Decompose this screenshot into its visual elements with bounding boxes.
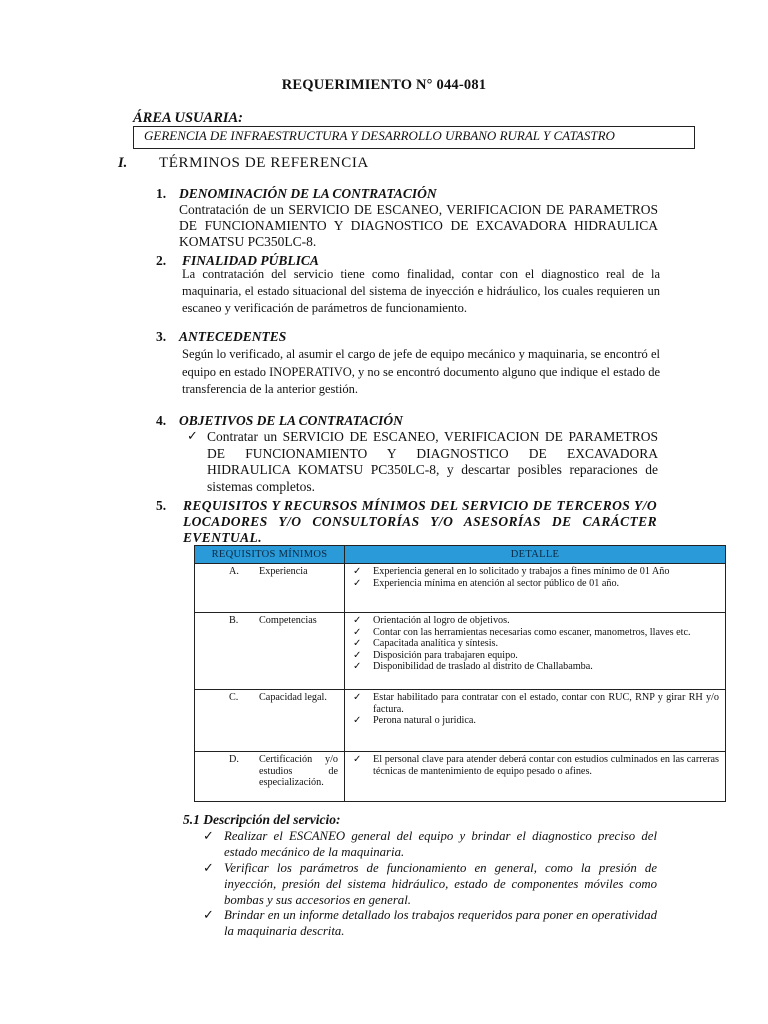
detail-cell [345,690,726,752]
list-item: ✓ Orientación al logro de objetivos. [353,615,510,626]
item-1-title: DENOMINACIÓN DE LA CONTRATACIÓN [179,186,437,201]
check-icon: ✓ [353,692,362,703]
item-4-text: Contratar un SERVICIO DE ESCANEO, VERIFICACION DE PARAMETROS DE FUNCIONAMIENTO Y DIAGNOSTICO DE EXCAVADORA HIDRAULICA KOMATSU PC350LC-8, y descartar posibles reparaciones de sistemas completos. [207,429,658,494]
check-icon: ✓ [353,649,362,661]
item-4-title: OBJETIVOS DE LA CONTRATACIÓN [179,413,403,428]
requirement-letter: C. [229,692,239,703]
requirement-label: Experiencia [259,566,308,577]
item-1-text: Contratación de un SERVICIO DE ESCANEO, VERIFICACION DE PARAMETROS DE FUNCIONAMIENTO Y DIAGNOSTICO DE EXCAVADORA HIDRAULICA KOMATSU PC350LC-8. [179,202,658,249]
check-icon: ✓ [353,615,362,626]
requirement-cell [195,613,345,690]
list-item: ✓ Experiencia general en lo solicitado y trabajos a fines mínimo de 01 Año [353,566,670,577]
item-2-text: La contratación del servicio tiene como finalidad, contar con el diagnostico real de la maquinaria, el estado situacional del sistema de inyección e hidráulico, los cuales requieren un escaneo y verificación de parámetros de funcionamiento. [182,267,660,315]
list-item: ✓ Estar habilitado para contratar con el estado, contar con RUC, RNP y girar RH y/o factura. [353,692,719,715]
item-2-number: 2. [156,253,167,268]
requirement-letter: A. [229,566,239,577]
check-icon: ✓ [353,715,362,726]
check-icon: ✓ [203,829,214,843]
detail-cell [345,564,726,613]
table-row [195,613,726,690]
check-icon: ✓ [353,577,362,589]
area-usuaria-label: ÁREA USUARIA: [133,110,244,126]
area-usuaria-box: GERENCIA DE INFRAESTRUCTURA Y DESARROLLO URBANO RURAL Y CATASTRO [133,126,695,149]
requirement-cell [195,690,345,752]
requirements-table [194,545,726,802]
item-3-number: 3. [156,329,167,344]
item-3-text: Según lo verificado, al asumir el cargo de jefe de equipo mecánico y maquinaria, se encontró el equipo en estado INOPERATIVO, y no se encontró documento alguno que indique el estado de transferencia de la anterior gestión. [182,347,661,396]
requirement-label: Certificación y/o estudios de especialización. [259,754,338,788]
list-item: ✓ Capacitada analítica y síntesis. [353,638,499,649]
table-row [195,752,726,802]
item-4-number: 4. [156,413,167,428]
check-icon: ✓ [353,638,362,649]
table-row [195,564,726,613]
subsection-title: 5.1 Descripción del servicio: [183,812,341,827]
section-number: I. [118,155,128,171]
check-icon: ✓ [187,428,198,443]
list-item: ✓ Disposición para trabajaren equipo. [353,649,518,661]
table-row [195,690,726,752]
list-item: ✓ Brindar en un informe detallado los trabajos requeridos para poner en operatividad la maquinaria descrita. [203,908,657,938]
check-icon: ✓ [353,626,362,638]
check-icon: ✓ [353,566,362,577]
document-title: REQUERIMIENTO N° 044-081 [281,77,487,93]
requirement-letter: D. [229,754,239,765]
check-icon: ✓ [353,661,362,672]
requirement-cell [195,752,345,802]
list-item: ✓ Experiencia mínima en atención al sector público de 01 año. [353,577,620,589]
list-item: ✓ Contar con las herramientas necesarias como escaner, manometros, llaves etc. [353,626,691,638]
item-1-number: 1. [156,186,167,201]
list-item: ✓ Verificar los parámetros de funcionamiento en general, como la presión de inyección, presión del sistema hidráulico, estado de componentes móviles como bombas y sus accesorios en general. [203,861,657,907]
detail-cell [345,613,726,690]
check-icon: ✓ [353,754,362,765]
list-item: ✓ El personal clave para atender deberá contar con estudios culminados en las carreras técnicas de mantenimiento de equipo pesado o afines. [353,754,719,777]
item-3-title: ANTECEDENTES [179,329,287,344]
requirement-letter: B. [229,615,239,626]
check-icon: ✓ [203,908,214,922]
detail-cell [345,752,726,802]
requirement-label: Competencias [259,615,317,626]
table-header-row [195,546,726,564]
section-title: TÉRMINOS DE REFERENCIA [159,155,369,171]
header-requisitos: REQUISITOS MÍNIMOS [195,546,345,564]
requirement-cell [195,564,345,613]
list-item: ✓ Perona natural o juridica. [353,715,476,726]
item-5-title: REQUISITOS Y RECURSOS MÍNIMOS DEL SERVICIO DE TERCEROS Y/O LOCADORES Y/O CONSULTORÍAS Y/O ASESORÍAS DE CARÁCTER EVENTUAL. [183,498,657,545]
item-5-number: 5. [156,498,167,513]
header-detalle: DETALLE [345,546,726,564]
item-2-title: FINALIDAD PÚBLICA [182,253,319,268]
check-icon: ✓ [203,861,214,875]
list-item: ✓ Disponibilidad de traslado al distrito de Challabamba. [353,661,593,672]
requirement-label: Capacidad legal. [259,692,327,703]
list-item: ✓ Realizar el ESCANEO general del equipo y brindar el diagnostico preciso del estado mecánico de la maquinaria. [203,829,657,859]
